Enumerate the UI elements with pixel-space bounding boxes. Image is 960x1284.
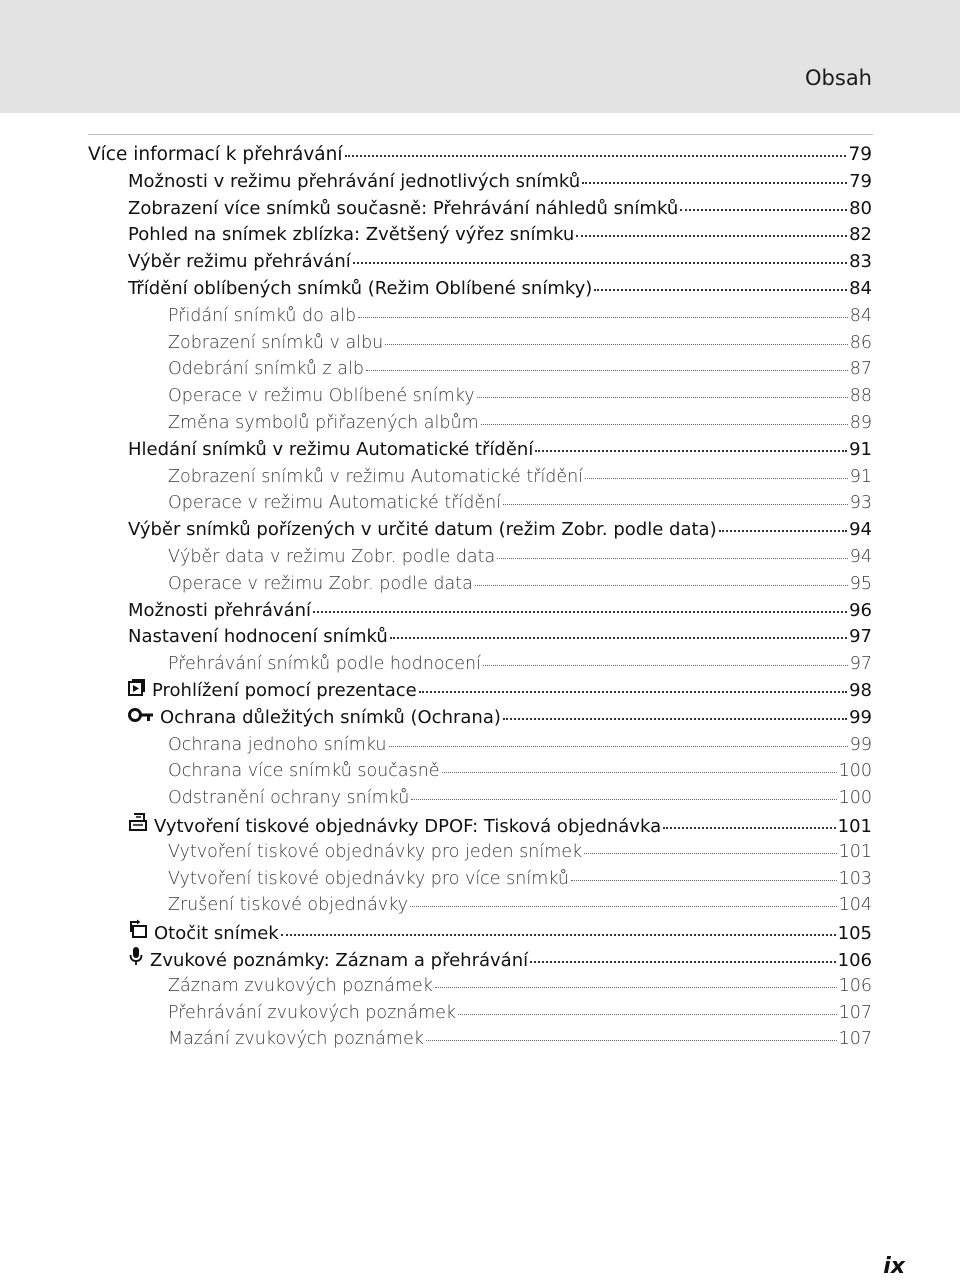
dot-leader bbox=[475, 585, 848, 586]
toc-entry[interactable] bbox=[168, 651, 872, 677]
toc-entry-label: Vytvoření tiskové objednávky pro jeden snímek bbox=[168, 842, 583, 862]
toc-entry[interactable] bbox=[168, 1026, 872, 1052]
dot-leader bbox=[503, 718, 847, 720]
toc-entry[interactable] bbox=[128, 517, 872, 543]
toc-page-number: 101 bbox=[838, 842, 872, 862]
toc-entry-title bbox=[168, 732, 387, 758]
toc-page-number: 93 bbox=[849, 493, 872, 513]
toc-entry[interactable] bbox=[168, 330, 872, 356]
dot-leader bbox=[719, 530, 848, 532]
dot-leader bbox=[582, 182, 847, 184]
dot-leader bbox=[389, 746, 848, 747]
toc-entry-label: Prohlížení pomocí prezentace bbox=[152, 680, 417, 701]
toc-entry[interactable] bbox=[88, 142, 872, 168]
toc-page-number: 101 bbox=[837, 816, 872, 837]
toc-page-number: 104 bbox=[838, 895, 872, 915]
dot-leader bbox=[442, 772, 837, 773]
dot-leader bbox=[426, 1040, 837, 1041]
toc-page-number: 88 bbox=[849, 386, 872, 406]
toc-entry-label: Vytvoření tiskové objednávky pro více snímků bbox=[168, 869, 569, 889]
toc-entry-title bbox=[168, 330, 383, 356]
toc-entry-label: Mazání zvukových poznámek bbox=[168, 1029, 424, 1049]
toc-page-number: 79 bbox=[848, 144, 872, 165]
dot-leader bbox=[281, 934, 836, 936]
toc-entry-label: Zrušení tiskové objednávky bbox=[168, 895, 409, 915]
toc-entry[interactable] bbox=[168, 758, 872, 784]
toc-entry-label: Otočit snímek bbox=[154, 923, 279, 944]
toc-entry-title bbox=[168, 973, 433, 999]
toc-entry-label: Změna symbolů přiřazených albům bbox=[168, 413, 479, 433]
toc-entry-title bbox=[128, 276, 592, 302]
toc-entry-title bbox=[168, 383, 475, 409]
dot-leader bbox=[353, 262, 847, 264]
toc-entry-title bbox=[128, 946, 528, 974]
toc-entry-title bbox=[168, 571, 473, 597]
toc-entry-title bbox=[168, 1000, 456, 1026]
toc-entry-title bbox=[168, 866, 569, 892]
toc-page-number: 82 bbox=[849, 224, 872, 245]
toc-page-number: 107 bbox=[838, 1029, 872, 1049]
dot-leader bbox=[530, 961, 836, 963]
toc-entry[interactable] bbox=[128, 249, 872, 275]
toc-page-number: 87 bbox=[849, 359, 872, 379]
toc-page-number: 96 bbox=[849, 600, 872, 621]
toc-entry-label: Odstranění ochrany snímků bbox=[168, 788, 410, 808]
toc-entry[interactable] bbox=[168, 571, 872, 597]
toc-entry[interactable] bbox=[168, 1000, 872, 1026]
toc-entry[interactable] bbox=[168, 383, 872, 409]
toc-entry-title bbox=[168, 651, 481, 677]
toc-entry-title bbox=[168, 464, 583, 490]
toc-entry-title bbox=[168, 758, 440, 784]
dot-leader bbox=[481, 424, 848, 425]
toc-entry-title bbox=[168, 892, 408, 918]
dot-leader bbox=[358, 317, 848, 318]
divider bbox=[88, 134, 873, 135]
dot-leader bbox=[584, 853, 836, 854]
toc-page-number: 107 bbox=[838, 1003, 872, 1023]
toc-entry-title bbox=[168, 303, 356, 329]
toc-page-number: 106 bbox=[837, 950, 872, 971]
dot-leader bbox=[585, 478, 848, 479]
toc-entry-label: Výběr data v režimu Zobr. podle data bbox=[168, 547, 496, 567]
dot-leader bbox=[503, 504, 848, 505]
toc-page-number: 86 bbox=[849, 333, 872, 353]
toc-entry-label: Více informací k přehrávání bbox=[88, 144, 343, 165]
toc-page-number: 91 bbox=[849, 439, 872, 460]
dot-leader bbox=[385, 344, 847, 345]
dot-leader bbox=[680, 209, 847, 211]
toc-entry-title bbox=[128, 222, 574, 248]
dot-leader bbox=[571, 880, 837, 881]
dot-leader bbox=[483, 665, 848, 666]
toc-entry-label: Zobrazení snímků v albu bbox=[168, 333, 384, 353]
print-order-icon bbox=[128, 812, 148, 832]
toc-entry-label: Přidání snímků do alb bbox=[168, 306, 357, 326]
toc-entry[interactable] bbox=[168, 464, 872, 490]
toc-page-number: 99 bbox=[849, 707, 872, 728]
toc-page-number: 97 bbox=[849, 626, 872, 647]
toc-page-number: 79 bbox=[849, 171, 872, 192]
toc-entry-title bbox=[128, 678, 417, 704]
toc-entry-title bbox=[128, 812, 661, 840]
toc-entry-label: Zvukové poznámky: Záznam a přehrávání bbox=[150, 950, 529, 971]
toc-entry-title bbox=[168, 490, 501, 516]
dot-leader bbox=[663, 827, 836, 829]
toc-entry-label: Odebrání snímků z alb bbox=[168, 359, 365, 379]
toc-entry-label: Ochrana jednoho snímku bbox=[168, 735, 387, 755]
toc-entry-label: Třídění oblíbených snímků (Režim Oblíbené snímky) bbox=[128, 278, 593, 299]
toc-entry-title bbox=[168, 785, 409, 811]
microphone-icon bbox=[128, 946, 144, 966]
toc-entry-label: Výběr snímků pořízených v určité datum (režim Zobr. podle data) bbox=[128, 519, 717, 540]
toc-entry-label: Ochrana důležitých snímků (Ochrana) bbox=[160, 707, 501, 728]
dot-leader bbox=[535, 450, 847, 452]
toc-entry[interactable] bbox=[128, 196, 872, 222]
toc-entry[interactable] bbox=[168, 973, 872, 999]
toc-page-number: 89 bbox=[849, 413, 872, 433]
toc-page-number: 106 bbox=[838, 976, 872, 996]
dot-leader bbox=[345, 155, 847, 157]
toc-entry-label: Operace v režimu Zobr. podle data bbox=[168, 574, 473, 594]
toc-entry-title bbox=[128, 437, 533, 463]
dot-leader bbox=[594, 289, 847, 291]
toc-entry-title bbox=[168, 356, 364, 382]
toc-entry-label: Výběr režimu přehrávání bbox=[128, 251, 351, 272]
toc-entry[interactable] bbox=[168, 544, 872, 570]
toc-entry-title bbox=[128, 169, 580, 195]
toc-entry-label: Zobrazení více snímků současně: Přehrávání náhledů snímků bbox=[128, 198, 679, 219]
toc-entry[interactable] bbox=[168, 866, 872, 892]
toc-entry-title bbox=[128, 196, 678, 222]
toc-entry-label: Ochrana více snímků současně bbox=[168, 761, 440, 781]
toc-entry[interactable] bbox=[128, 437, 872, 463]
toc-entry[interactable] bbox=[128, 946, 872, 972]
toc-entry[interactable] bbox=[168, 410, 872, 436]
toc-page-number: 91 bbox=[849, 467, 872, 487]
toc-entry-label: Nastavení hodnocení snímků bbox=[128, 626, 388, 647]
toc-entry[interactable] bbox=[168, 785, 872, 811]
toc-entry-label: Záznam zvukových poznámek bbox=[168, 976, 433, 996]
toc-page-number: 84 bbox=[849, 306, 872, 326]
dot-leader bbox=[576, 235, 847, 237]
toc-entry-title bbox=[88, 142, 343, 168]
toc-entry-label: Možnosti přehrávání bbox=[128, 600, 312, 621]
toc-entry-title bbox=[128, 624, 388, 650]
toc-entry[interactable] bbox=[128, 222, 872, 248]
toc-entry-title bbox=[128, 919, 279, 947]
dot-leader bbox=[410, 906, 837, 907]
toc-page-number: 98 bbox=[849, 680, 872, 701]
toc-entry[interactable] bbox=[128, 812, 872, 838]
dot-leader bbox=[411, 799, 836, 800]
toc-entry-title bbox=[128, 249, 351, 275]
toc-entry[interactable] bbox=[168, 490, 872, 516]
dot-leader bbox=[458, 1014, 837, 1015]
toc-entry[interactable] bbox=[128, 598, 872, 624]
toc-entry-title bbox=[168, 410, 479, 436]
toc-entry-title bbox=[168, 839, 582, 865]
toc-entry[interactable] bbox=[128, 919, 872, 945]
toc-page-number: 100 bbox=[838, 761, 872, 781]
slideshow-icon bbox=[128, 678, 146, 696]
toc-page-number: 100 bbox=[838, 788, 872, 808]
toc-entry-title bbox=[168, 1026, 424, 1052]
toc-entry-title bbox=[128, 598, 311, 624]
dot-leader bbox=[313, 611, 847, 613]
dot-leader bbox=[477, 397, 848, 398]
toc-entry[interactable] bbox=[168, 303, 872, 329]
dot-leader bbox=[366, 370, 848, 371]
toc-entry-label: Přehrávání snímků podle hodnocení bbox=[168, 654, 481, 674]
toc-page-number: 105 bbox=[837, 923, 872, 944]
toc-entry[interactable] bbox=[128, 276, 872, 302]
toc-entry[interactable] bbox=[128, 169, 872, 195]
toc-entry-label: Hledání snímků v režimu Automatické třídění bbox=[128, 439, 534, 460]
dot-leader bbox=[435, 987, 837, 988]
toc-entry[interactable] bbox=[168, 839, 872, 865]
toc-entry[interactable] bbox=[128, 678, 872, 704]
toc-page-number: 99 bbox=[849, 735, 872, 755]
dot-leader bbox=[419, 691, 847, 693]
toc-page-number: 103 bbox=[838, 869, 872, 889]
toc-entry-label: Možnosti v režimu přehrávání jednotlivých snímků bbox=[128, 171, 581, 192]
rotate-icon bbox=[128, 919, 148, 939]
toc-entry-label: Pohled na snímek zblízka: Zvětšený výřez snímku bbox=[128, 224, 575, 245]
toc-entry-title bbox=[168, 544, 495, 570]
toc-entry[interactable] bbox=[168, 732, 872, 758]
toc-entry[interactable] bbox=[168, 892, 872, 918]
protect-key-icon bbox=[128, 707, 154, 723]
toc-page-number: 94 bbox=[849, 519, 872, 540]
page-number: ix bbox=[883, 1254, 905, 1279]
toc-entry-label: Přehrávání zvukových poznámek bbox=[168, 1003, 457, 1023]
toc-entry[interactable] bbox=[168, 356, 872, 382]
toc-entry-title bbox=[128, 705, 501, 731]
toc-entry-title bbox=[128, 517, 717, 543]
toc-entry-label: Vytvoření tiskové objednávky DPOF: Tisková objednávka bbox=[154, 816, 662, 837]
toc-page-number: 95 bbox=[849, 574, 872, 594]
toc-entry-label: Operace v režimu Automatické třídění bbox=[168, 493, 502, 513]
toc-entry[interactable] bbox=[128, 624, 872, 650]
dot-leader bbox=[497, 558, 847, 559]
toc-page-number: 83 bbox=[849, 251, 872, 272]
toc-entry-label: Operace v režimu Oblíbené snímky bbox=[168, 386, 475, 406]
page-title: Obsah bbox=[805, 66, 872, 90]
toc-entry[interactable] bbox=[128, 705, 872, 731]
toc-page-number: 94 bbox=[849, 547, 872, 567]
dot-leader bbox=[390, 637, 847, 639]
toc-page-number: 84 bbox=[849, 278, 872, 299]
header-band bbox=[0, 0, 960, 113]
toc-page-number: 97 bbox=[849, 654, 872, 674]
toc-entry-label: Zobrazení snímků v režimu Automatické třídění bbox=[168, 467, 584, 487]
toc-page-number: 80 bbox=[849, 198, 872, 219]
